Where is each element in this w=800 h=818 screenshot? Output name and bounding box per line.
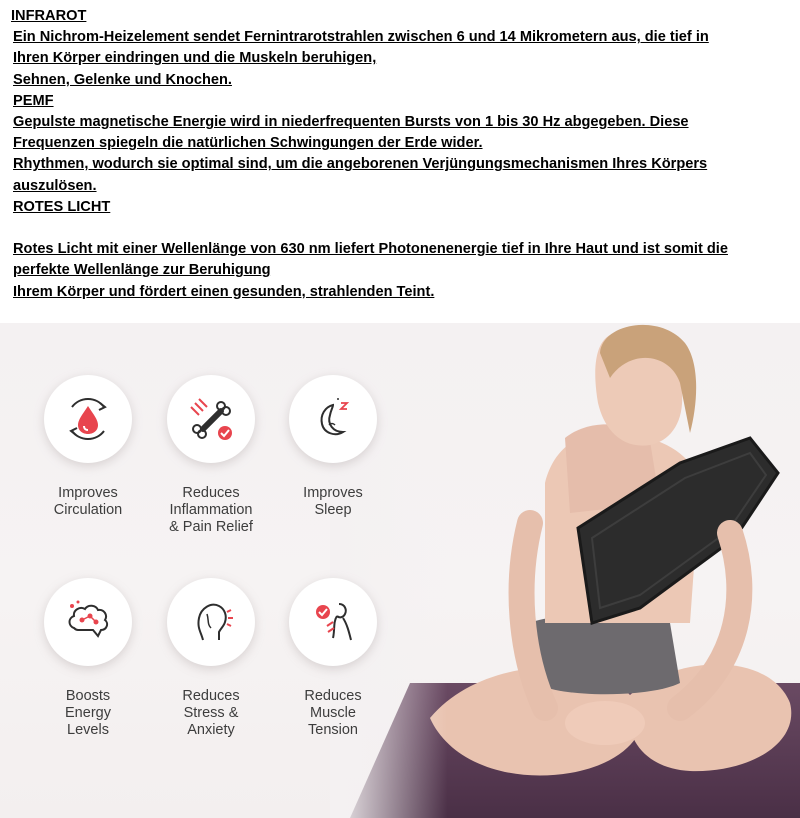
product-description [0, 6, 800, 303]
benefit-stress [141, 578, 281, 739]
benefit-energy [18, 578, 158, 739]
benefit-label: Muscle [310, 705, 356, 721]
benefit-muscle [263, 578, 403, 739]
benefit-label: Energy [65, 705, 111, 721]
heading-infrarot: INFRAROT [11, 8, 87, 24]
moon-icon-badge [289, 375, 377, 463]
benefit-label: & Pain Relief [169, 519, 253, 535]
bone-icon-badge [167, 375, 255, 463]
benefit-label: Reduces [182, 688, 240, 704]
muscle-icon-badge [289, 578, 377, 666]
text-line: Rotes Licht mit einer Wellenlänge von 630 nm liefert Photonenenergie tief in Ihre Haut und ist somit die [13, 241, 728, 258]
text-line: Sehnen, Gelenke und Knochen. [13, 71, 232, 88]
benefit-inflammation [141, 375, 281, 536]
bone-icon [181, 389, 241, 449]
text-line: Rhythmen, wodurch sie optimal sind, um die angeborenen Verjüngungsmechanismen Ihres Körpers [13, 156, 708, 173]
blank-line [0, 218, 800, 239]
benefit-label: Stress & [183, 705, 239, 721]
muscle-icon [303, 592, 363, 652]
brain-icon [58, 592, 118, 652]
benefit-label: Reduces [182, 485, 240, 501]
benefit-label: Improves [58, 485, 118, 501]
text-line: perfekte Wellenlänge zur Beruhigung [13, 262, 271, 279]
benefit-label: Circulation [53, 502, 123, 518]
benefit-sleep [263, 375, 403, 519]
moon-icon [303, 389, 363, 449]
product-hero-image [0, 323, 800, 818]
benefit-label: Inflammation [169, 502, 253, 518]
text-line: Gepulste magnetische Energie wird in niederfrequenten Bursts von 1 bis 30 Hz abgegeben. Diese [13, 114, 689, 131]
text-line: Ein Nichrom-Heizelement sendet Fernintrarotstrahlen zwischen 6 und 14 Mikrometern aus, die tief in [13, 29, 709, 46]
benefit-label: Boosts [65, 688, 111, 704]
benefit-label: Levels [67, 722, 109, 738]
brain-icon-badge [44, 578, 132, 666]
benefit-label: Improves [303, 485, 363, 501]
circulation-icon [58, 389, 118, 449]
benefit-label: Reduces [304, 688, 362, 704]
text-line: Ihrem Körper und fördert einen gesunden, strahlenden Teint. [13, 283, 435, 300]
head-icon-badge [167, 578, 255, 666]
text-line: auszulösen. [13, 177, 97, 194]
benefit-label: Tension [308, 722, 358, 738]
text-line: Ihren Körper eindringen und die Muskeln beruhigen, [13, 50, 377, 67]
heading-rotes-licht: ROTES LICHT [13, 198, 111, 215]
benefit-label: Anxiety [187, 722, 235, 738]
benefit-label: Sleep [314, 502, 352, 518]
heading-pemf: PEMF [13, 92, 54, 109]
head-icon [181, 592, 241, 652]
circulation-icon-badge [44, 375, 132, 463]
benefit-circulation [18, 375, 158, 519]
text-line: Frequenzen spiegeln die natürlichen Schwingungen der Erde wider. [13, 135, 483, 152]
